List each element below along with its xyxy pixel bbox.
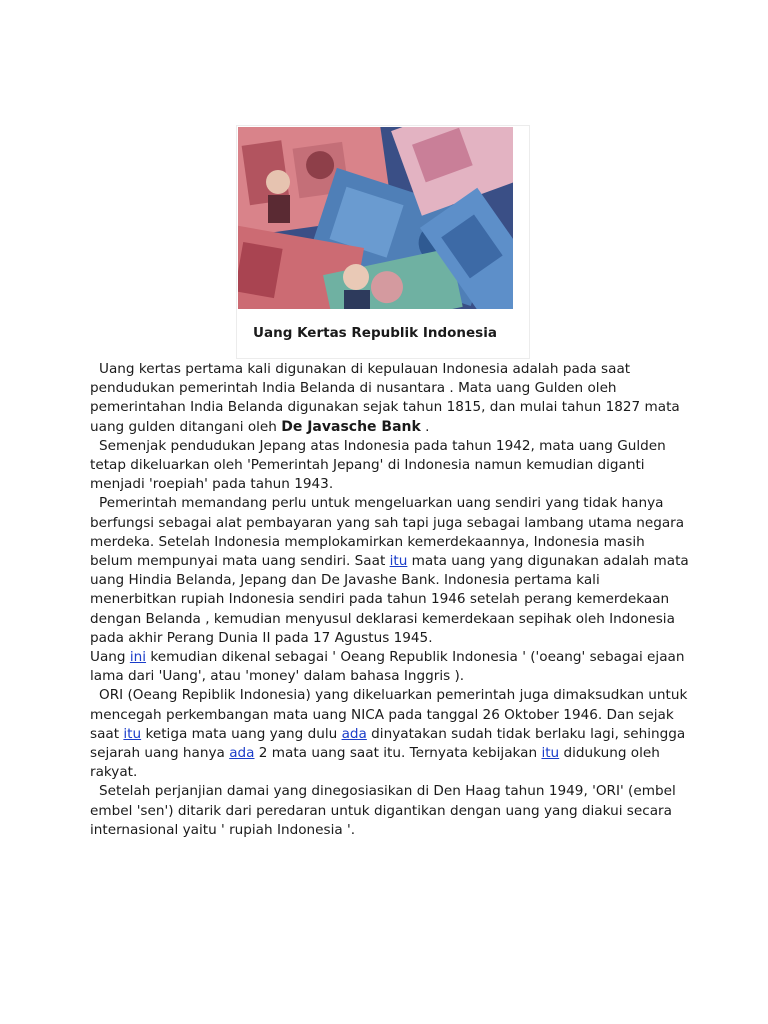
paragraph-2: Semenjak pendudukan Jepang atas Indonesia pada tahun 1942, mata uang Gulden tetap dikeluarkan oleh 'Pemerintah Jepang' di Indonesia namun kemudian diganti menjadi 'roepiah' pada tahun 1943. (90, 437, 666, 493)
link-ini[interactable]: ini (129, 649, 147, 666)
link-ada-2[interactable]: ada (229, 745, 255, 762)
link-itu-3[interactable]: itu (541, 745, 560, 762)
paragraph-5: ORI (Oeang Repiblik Indonesia) yang dikeluarkan pemerintah juga dimaksudkan untuk mencegah perkembangan mata uang NICA pada tanggal 26 Oktober 1946. Dan sejak saat itu ketiga mata uang yang dulu ada dinyatakan sudah tidak berlaku lagi, sehingga sejarah uang hanya ada 2 mata uang saat itu. Ternyata kebijakan itu didukung oleh rakyat. (90, 687, 688, 781)
link-itu-2[interactable]: itu (123, 725, 142, 742)
link-itu[interactable]: itu (389, 553, 408, 570)
figure-caption: Uang Kertas Republik Indonesia (253, 325, 497, 341)
figure (236, 125, 530, 359)
paragraph-6: Setelah perjanjian damai yang dinegosiasikan di Den Haag tahun 1949, 'ORI' (embel embel 'sen') ditarik dari peredaran untuk digantikan dengan uang yang diakui secara internasional yaitu ' rupiah Indonesia '. (90, 783, 676, 838)
article-body (90, 360, 690, 840)
banknotes-photo-icon (238, 127, 513, 309)
paragraph-4: Uang ini kemudian dikenal sebagai ' Oeang Republik Indonesia ' ('oeang' sebagai ejaan lama dari 'Uang', atau 'money' dalam bahasa Inggris ). (90, 649, 685, 685)
link-ada[interactable]: ada (341, 725, 367, 742)
bank-name-bold: De Javasche Bank (281, 418, 421, 435)
paragraph-3: Pemerintah memandang perlu untuk mengeluarkan uang sendiri yang tidak hanya berfungsi sebagai alat pembayaran yang sah tapi juga sebagai lambang utama negara merdeka. Setelah Indonesia memplokamirkan kemerdekaannya, Indonesia masih belum mempunyai mata uang sendiri. Saat itu mata uang yang digunakan adalah mata uang Hindia Belanda, Jepang dan De Javashe Bank. Indonesia pertama kali menerbitkan rupiah Indonesia sendiri pada tahun 1946 setelah perang kemerdekaan dengan Belanda , kemudian menyusul deklarasi kemerdekaan sepihak oleh Indonesia pada akhir Perang Dunia II pada 17 Agustus 1945. (90, 495, 689, 646)
paragraph-1: Uang kertas pertama kali digunakan di kepulauan Indonesia adalah pada saat pendudukan pemerintah India Belanda di nusantara . Mata uang Gulden oleh pemerintahan India Belanda digunakan sejak tahun 1815, dan mulai tahun 1827 mata uang gulden ditangani oleh De Javasche Bank . (90, 361, 680, 435)
